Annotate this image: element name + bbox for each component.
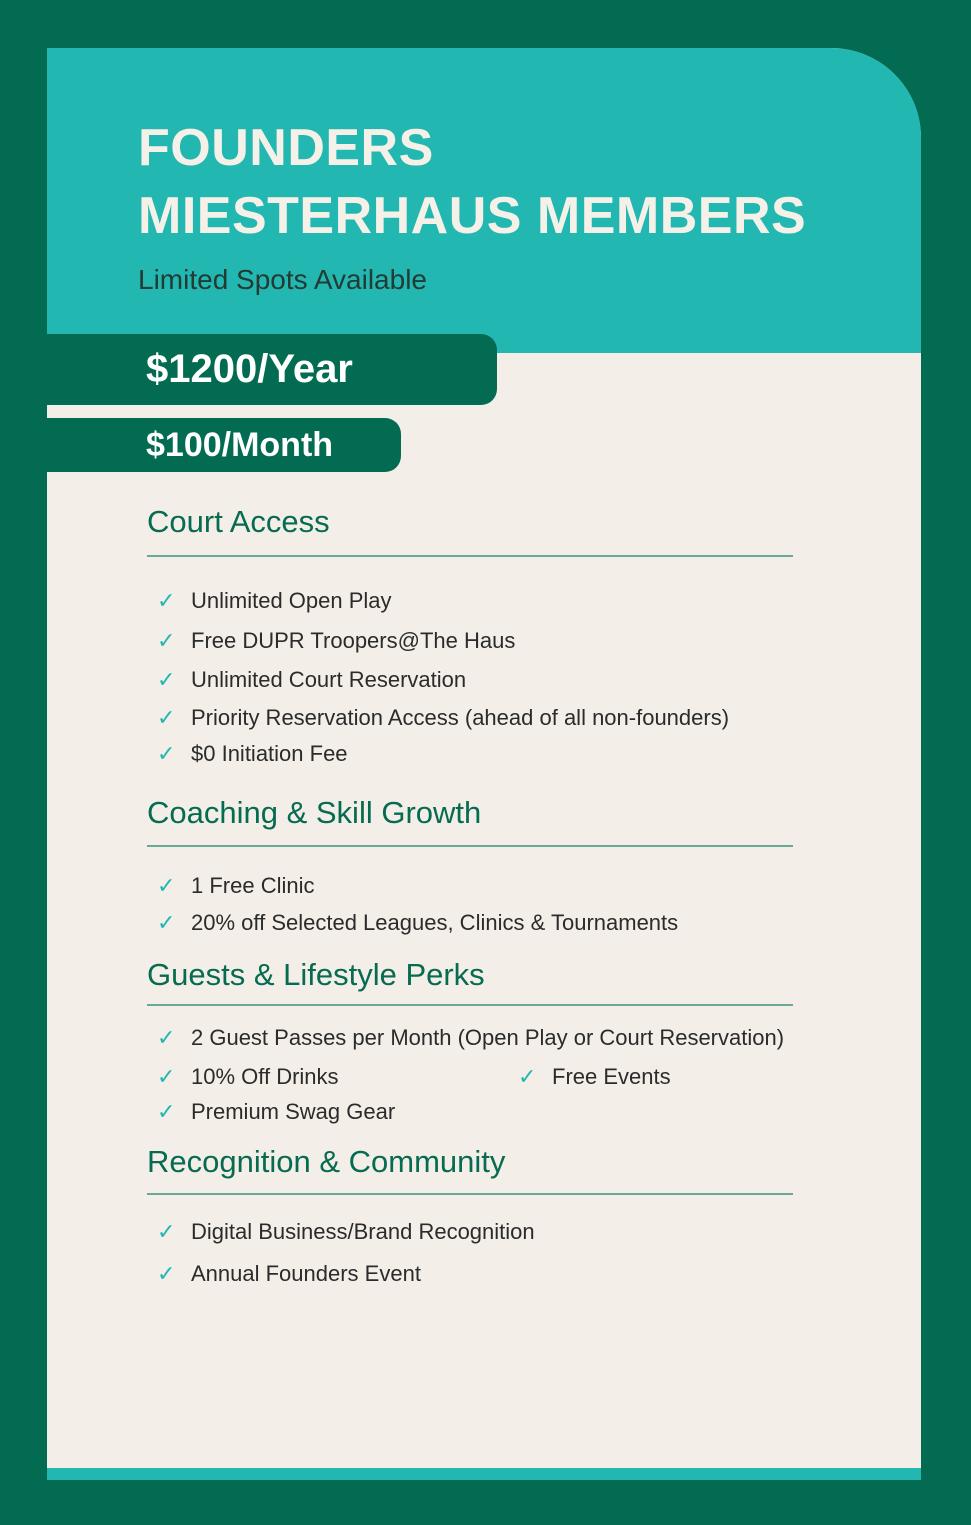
list-item-label: Annual Founders Event: [191, 1261, 421, 1286]
list-item: [157, 1025, 784, 1051]
page-title: [138, 114, 806, 250]
section-heading-coaching: Coaching & Skill Growth: [147, 795, 482, 830]
section-heading-guests-perks: Guests & Lifestyle Perks: [147, 957, 485, 992]
section-divider: [147, 555, 793, 557]
list-item: [157, 628, 515, 654]
list-item-label: 20% off Selected Leagues, Clinics & Tournaments: [191, 910, 679, 935]
title-line-2: MIESTERHAUS MEMBERS: [138, 187, 807, 245]
check-icon: ✓: [157, 741, 176, 766]
title-line-1: FOUNDERS: [138, 119, 434, 177]
section-divider: [147, 1193, 793, 1195]
list-item-label: Priority Reservation Access (ahead of all non-founders): [191, 705, 730, 730]
list-item: [157, 588, 392, 614]
section-heading-court-access: Court Access: [147, 504, 330, 539]
check-icon: ✓: [157, 1261, 176, 1286]
check-icon: ✓: [157, 1219, 176, 1244]
list-item-label: 1 Free Clinic: [191, 873, 315, 898]
section-divider: [147, 845, 793, 847]
list-item: [157, 741, 348, 767]
list-item: [157, 1219, 535, 1245]
check-icon: ✓: [157, 1099, 176, 1124]
list-item-label: Unlimited Open Play: [191, 588, 392, 613]
bottom-accent-strip: [47, 1468, 921, 1480]
list-item: [157, 1261, 421, 1287]
check-icon: ✓: [157, 1064, 176, 1089]
check-icon: ✓: [157, 873, 176, 898]
list-item: [157, 667, 466, 693]
list-item-label: $0 Initiation Fee: [191, 741, 348, 766]
list-item-label: Free Events: [552, 1064, 671, 1089]
subtitle: Limited Spots Available: [138, 264, 427, 295]
list-item-label: Premium Swag Gear: [191, 1099, 396, 1124]
card-header: [47, 48, 921, 353]
list-item: [518, 1064, 671, 1090]
monthly-price-badge: $100/Month: [47, 418, 401, 472]
membership-card: [47, 48, 921, 1480]
list-item-label: 10% Off Drinks: [191, 1064, 339, 1089]
section-heading-recognition: Recognition & Community: [147, 1144, 506, 1179]
list-item: [157, 873, 314, 899]
check-icon: ✓: [518, 1064, 537, 1089]
check-icon: ✓: [157, 628, 176, 653]
check-icon: ✓: [157, 667, 176, 692]
list-item: [157, 910, 678, 936]
list-item: [157, 705, 729, 731]
section-divider: [147, 1004, 793, 1006]
check-icon: ✓: [157, 1025, 176, 1050]
list-item-label: Digital Business/Brand Recognition: [191, 1219, 535, 1244]
list-item-label: 2 Guest Passes per Month (Open Play or Court Reservation): [191, 1025, 785, 1050]
list-item-label: Unlimited Court Reservation: [191, 667, 467, 692]
check-icon: ✓: [157, 588, 176, 613]
check-icon: ✓: [157, 705, 176, 730]
list-item-label: Free DUPR Troopers@The Haus: [191, 628, 516, 653]
yearly-price-badge: $1200/Year: [47, 334, 497, 405]
list-item: [157, 1064, 339, 1090]
list-item: [157, 1099, 395, 1125]
check-icon: ✓: [157, 910, 176, 935]
